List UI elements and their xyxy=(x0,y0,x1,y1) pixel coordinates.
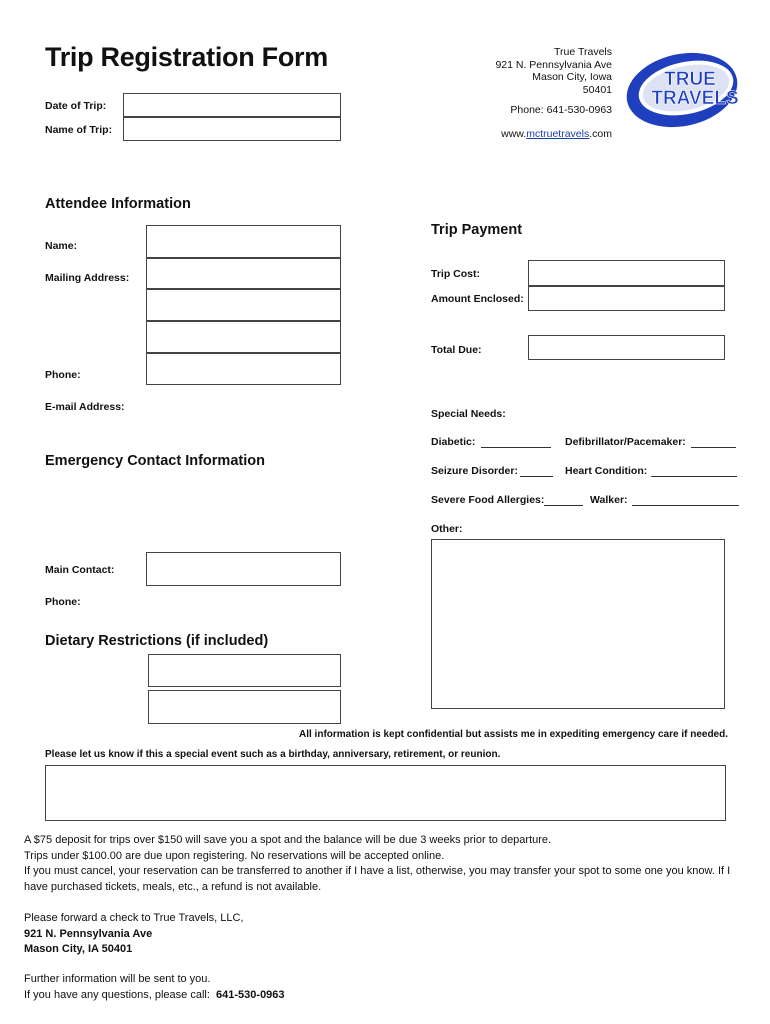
special-event-field[interactable] xyxy=(45,765,726,821)
website-link[interactable]: mctruetravels xyxy=(526,128,590,140)
policy-line-2: Trips under $100.00 are due upon registering. No reservations will be accepted online. xyxy=(24,849,445,862)
policy-line-1: A $75 deposit for trips over $150 will save you a spot and the balance will be due 3 weeks prior to departure. xyxy=(24,834,552,846)
company-phone: Phone: 641-530-0963 xyxy=(510,104,612,116)
main-contact-field[interactable] xyxy=(146,552,341,586)
other-needs-field[interactable] xyxy=(431,539,725,709)
mail-to xyxy=(24,911,744,958)
food-allergies-label: Severe Food Allergies: xyxy=(431,494,545,506)
seizure-line[interactable] xyxy=(520,465,553,477)
email-label: E-mail Address: xyxy=(45,401,125,413)
defibrillator-line[interactable] xyxy=(691,436,736,448)
diabetic-line[interactable] xyxy=(481,436,551,448)
date-of-trip-label: Date of Trip: xyxy=(45,100,107,112)
date-of-trip-field[interactable] xyxy=(123,93,341,117)
seizure-label: Seizure Disorder: xyxy=(431,465,518,477)
dietary-field-2[interactable] xyxy=(148,690,341,724)
dietary-heading: Dietary Restrictions (if included) xyxy=(45,633,269,649)
footer-questions-line: If you have any questions, please call: 641-530-0963 xyxy=(24,988,285,1001)
logo-text-travels: TRAVELS xyxy=(651,88,739,109)
name-of-trip-label: Name of Trip: xyxy=(45,124,113,136)
mailing-address-field-1[interactable] xyxy=(146,258,341,289)
defibrillator-label: Defibrillator/Pacemaker: xyxy=(565,436,686,448)
heart-condition-line[interactable] xyxy=(651,465,737,477)
policy-line-3: If you must cancel, your reservation can be transferred to another if I have a list, otherwise, you may transfer your spot to some one you know. If I have purchased tickets, meals, etc., a refund is not available. xyxy=(24,865,731,893)
total-due-label: Total Due: xyxy=(431,344,482,356)
other-label: Other: xyxy=(431,523,463,535)
mail-to-city: Mason City, IA 50401 xyxy=(24,943,133,955)
payment-heading: Trip Payment xyxy=(431,222,523,238)
mailing-address-field-3[interactable] xyxy=(146,321,341,353)
walker-line[interactable] xyxy=(632,494,739,506)
mail-to-intro: Please forward a check to True Travels, LLC, xyxy=(24,912,244,924)
amount-enclosed-field[interactable] xyxy=(528,286,725,311)
footer-phone: 641-530-0963 xyxy=(216,988,285,1001)
logo-text-true: TRUE xyxy=(664,69,716,90)
emergency-phone-label: Phone: xyxy=(45,596,81,608)
mailing-address-label: Mailing Address: xyxy=(45,272,130,284)
food-allergies-line[interactable] xyxy=(544,494,583,506)
company-website[interactable]: www.mctruetravels.com xyxy=(501,128,612,140)
attendee-heading: Attendee Information xyxy=(45,196,191,212)
dietary-field-1[interactable] xyxy=(148,654,341,687)
attendee-phone-label: Phone: xyxy=(45,369,81,381)
true-travels-logo xyxy=(622,48,748,128)
trip-cost-field[interactable] xyxy=(528,260,725,286)
footer-info: Further information will be sent to you. xyxy=(24,973,211,985)
attendee-name-field[interactable] xyxy=(146,225,341,258)
company-zip: 50401 xyxy=(582,83,612,96)
footer xyxy=(24,972,744,1003)
walker-label: Walker: xyxy=(590,494,628,506)
diabetic-label: Diabetic: xyxy=(431,436,476,448)
mail-to-street: 921 N. Pennsylvania Ave xyxy=(24,927,153,940)
attendee-name-label: Name: xyxy=(45,240,78,252)
main-contact-label: Main Contact: xyxy=(45,564,115,576)
trip-cost-label: Trip Cost: xyxy=(431,268,480,280)
special-event-label: Please let us know if this a special event such as a birthday, anniversary, retirement, or reunion. xyxy=(45,749,501,760)
heart-condition-label: Heart Condition: xyxy=(565,465,648,477)
policy-text xyxy=(24,833,744,895)
company-city: Mason City, Iowa xyxy=(532,71,612,83)
company-name: True Travels xyxy=(554,46,612,58)
attendee-phone-field[interactable] xyxy=(146,353,341,385)
emergency-heading: Emergency Contact Information xyxy=(45,453,265,469)
special-needs-label: Special Needs: xyxy=(431,408,506,420)
amount-enclosed-label: Amount Enclosed: xyxy=(431,293,524,305)
company-street: 921 N. Pennsylvania Ave xyxy=(495,58,612,71)
name-of-trip-field[interactable] xyxy=(123,117,341,141)
company-address xyxy=(440,46,612,96)
confidential-note: All information is kept confidential but assists me in expediting emergency care if needed. xyxy=(299,729,728,740)
mailing-address-field-2[interactable] xyxy=(146,289,341,321)
form-title: Trip Registration Form xyxy=(45,42,328,72)
total-due-field[interactable] xyxy=(528,335,725,360)
